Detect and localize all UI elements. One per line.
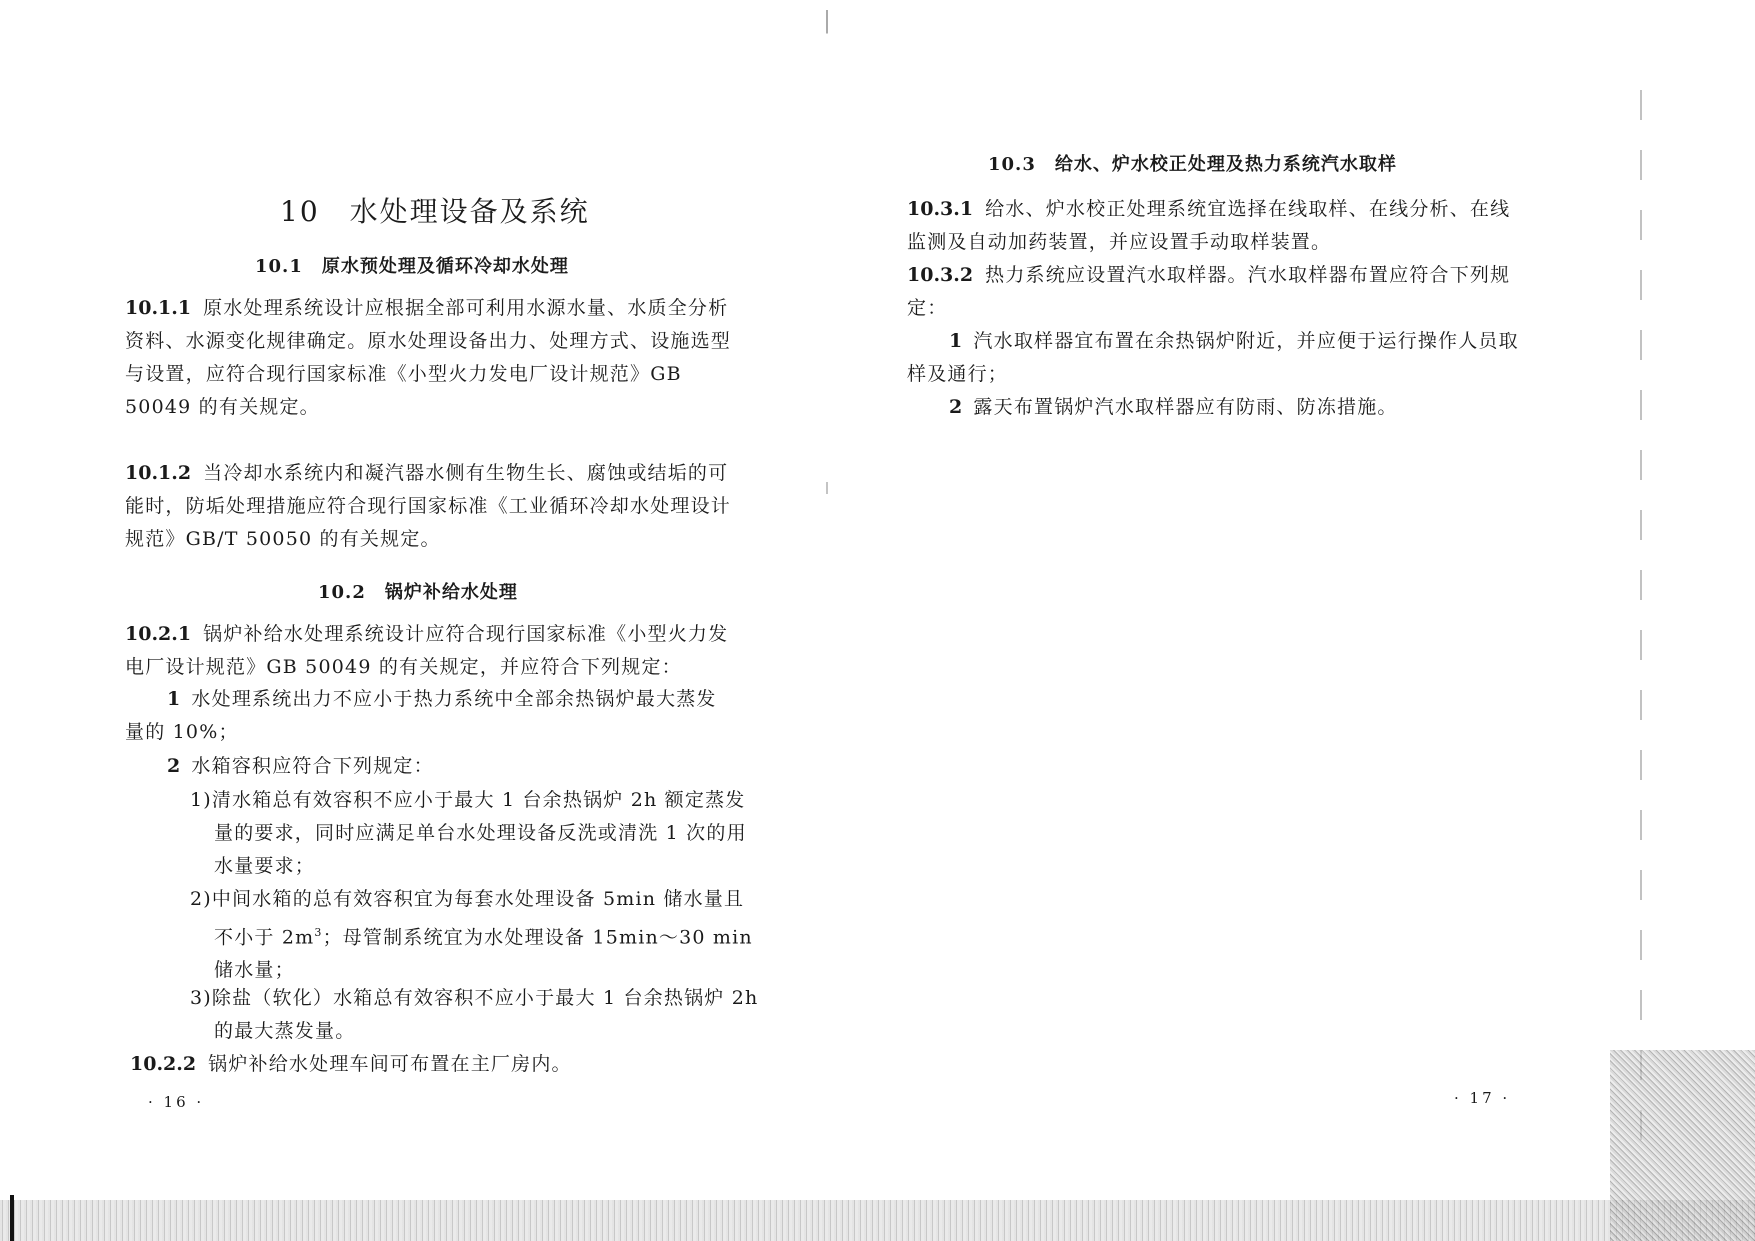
scan-edge-mark (10, 1195, 14, 1241)
clause-text: 锅炉补给水处理车间可布置在主厂房内。 (208, 1053, 572, 1075)
right-list-item-2 (949, 391, 1519, 424)
sub-item-text: 除盐（软化）水箱总有效容积不应小于最大 1 台余热锅炉 2h 的最大蒸发量。 (211, 987, 759, 1042)
item-text: 水处理系统出力不应小于热力系统中全部余热锅炉最大蒸发量的 10%； (125, 688, 717, 743)
page-number-right: · 17 · (1454, 1089, 1511, 1107)
sub-item-3 (190, 982, 759, 1048)
clause-number: 10.3.1 (907, 198, 974, 220)
sub-item-number: 3) (190, 987, 212, 1009)
item-number: 1 (949, 330, 964, 352)
clause-10-1-2 (125, 457, 735, 556)
clause-number: 10.1.1 (125, 297, 192, 319)
clause-text: 锅炉补给水处理系统设计应符合现行国家标准《小型火力发电厂设计规范》GB 50049 的有关规定，并应符合下列规定： (125, 623, 729, 678)
scan-shadow-bottom (0, 1200, 1755, 1241)
sub-item-number: 1) (190, 789, 212, 811)
clause-text: 原水处理系统设计应根据全部可利用水源水量、水质全分析资料、水源变化规律确定。原水处理设备出力、处理方式、设施选型与设置，应符合现行国家标准《小型火力发电厂设计规范》GB 50049 的有关规定。 (125, 297, 732, 418)
sub-item-text-b: ；母管制系统宜为水处理设备 15min～30 min 储水量； (214, 926, 753, 982)
right-list-item-1 (907, 325, 1519, 391)
clause-text: 热力系统应设置汽水取样器。汽水取样器布置应符合下列规定： (907, 264, 1511, 319)
chapter-title: 10 水处理设备及系统 (280, 195, 590, 228)
item-number: 2 (949, 396, 964, 418)
clause-text: 给水、炉水校正处理系统宜选择在线取样、在线分析、在线监测及自动加药装置，并应设置手动取样装置。 (907, 198, 1511, 253)
clause-10-3-2 (907, 259, 1519, 325)
item-number: 1 (167, 688, 182, 710)
item-number: 2 (167, 755, 182, 777)
list-item-1 (125, 683, 735, 749)
section-title-10-3: 10.3 给水、炉水校正处理及热力系统汽水取样 (988, 154, 1397, 175)
item-text: 露天布置锅炉汽水取样器应有防雨、防冻措施。 (973, 396, 1398, 418)
page-number-left: · 16 · (148, 1093, 205, 1111)
clause-text: 当冷却水系统内和凝汽器水侧有生物生长、腐蚀或结垢的可能时，防垢处理措施应符合现行国家标准《工业循环冷却水处理设计规范》GB/T 50050 的有关规定。 (125, 462, 732, 550)
sub-item-number: 2) (190, 888, 212, 910)
clause-number: 10.2.2 (130, 1053, 197, 1075)
item-text: 汽水取样器宜布置在余热锅炉附近，并应便于运行操作人员取样及通行； (907, 330, 1519, 385)
right-page (826, 0, 1646, 1180)
section-title-10-1: 10.1 原水预处理及循环冷却水处理 (255, 256, 569, 277)
sub-item-1 (190, 784, 759, 883)
clause-number: 10.2.1 (125, 623, 192, 645)
sub-item-text: 清水箱总有效容积不应小于最大 1 台余热锅炉 2h 额定蒸发量的要求，同时应满足单台水处理设备反洗或清洗 1 次的用水量要求； (211, 789, 747, 877)
sub-item-2 (190, 883, 759, 987)
left-page (0, 0, 820, 1180)
clause-number: 10.1.2 (125, 462, 192, 484)
clause-10-2-1 (125, 618, 735, 684)
clause-10-1-1 (125, 292, 735, 424)
superscript: 3 (314, 926, 323, 939)
clause-10-3-1 (907, 193, 1519, 259)
clause-number: 10.3.2 (907, 264, 974, 286)
section-title-10-2: 10.2 锅炉补给水处理 (318, 582, 518, 603)
sub-item-text-a: 中间水箱的总有效容积宜为每套水处理设备 5min 储水量且不小于 2m (211, 888, 745, 949)
list-item-2 (167, 750, 735, 783)
clause-10-2-2 (130, 1048, 740, 1081)
item-text: 水箱容积应符合下列规定： (191, 755, 434, 777)
